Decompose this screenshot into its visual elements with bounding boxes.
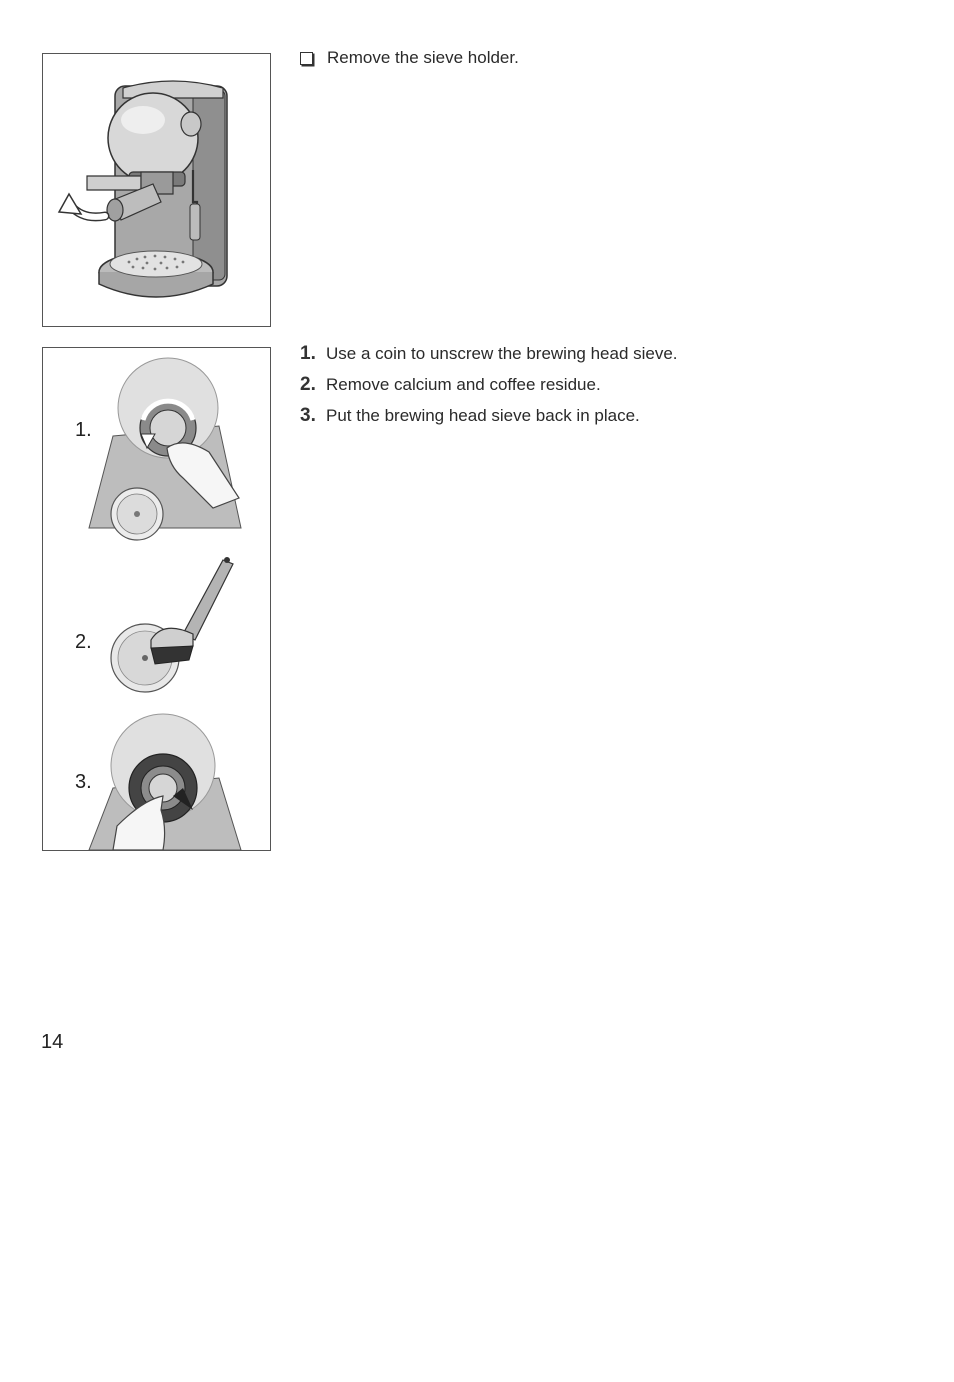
- step-text: Put the brewing head sieve back in place.: [326, 406, 640, 425]
- step3-illustration: [75, 714, 241, 850]
- step2-illustration: [75, 557, 233, 692]
- figure-label-3: 3.: [75, 771, 92, 793]
- figure-label-1: 1.: [75, 419, 92, 441]
- espresso-machine-illustration: [43, 54, 270, 326]
- step1-illustration: [75, 358, 241, 540]
- instruction-text: Remove the sieve holder.: [327, 48, 519, 67]
- checkbox-icon: [300, 52, 313, 65]
- steps-list: [300, 344, 678, 437]
- sieve-cleaning-illustration: [43, 348, 270, 850]
- step-text: Use a coin to unscrew the brewing head sieve.: [326, 344, 678, 363]
- step-text: Remove calcium and coffee residue.: [326, 375, 601, 394]
- curved-arrow-icon: [59, 194, 105, 217]
- figure-remove-sieve-holder: [42, 53, 271, 327]
- page-number: 14: [41, 1031, 64, 1053]
- step-item: [300, 375, 678, 406]
- step-number: 2.: [300, 374, 316, 395]
- step-number: 1.: [300, 343, 316, 364]
- step-item: [300, 344, 678, 375]
- instruction-remove-sieve-holder: [300, 48, 519, 68]
- step-item: [300, 406, 678, 437]
- figure-label-2: 2.: [75, 631, 92, 653]
- step-number: 3.: [300, 405, 316, 426]
- figure-clean-sieve-steps: [42, 347, 271, 851]
